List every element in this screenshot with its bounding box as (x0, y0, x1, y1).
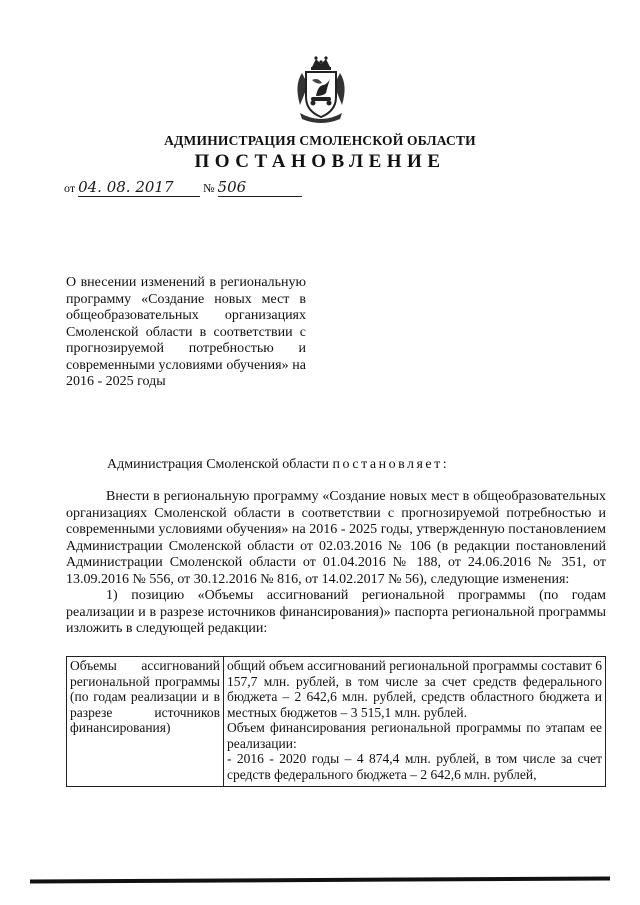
body-paragraph: Внести в региональную программу «Создание новых мест в общеобразовательных организациях Смоленской области в соответствии с прогнозируемой потребностью и современными условиями обучения» на 2016 - 2025 годы, утвержденную постановлением Администрации Смоленской области от 02.03.2016 № 106 (в редакции постановлений Администрации Смоленской области от 01.04.2016 № 188, от 24.06.2016 № 351, от 13.09.2016 № 556, от 30.12.2016 № 816, от 14.02.2017 № 56), следующие изменения: (66, 489, 606, 587)
preamble-lead: Администрация Смоленской области (107, 457, 330, 472)
handwritten-date: 04. 08. 2017 (78, 178, 174, 196)
number-field (218, 178, 302, 197)
table-row (67, 657, 606, 787)
date-number-line (64, 178, 302, 197)
number-prefix: № (203, 181, 215, 195)
table-paragraph: общий объем ассигнований региональной программы составит 6 157,7 млн. рублей, в том числе за счет средств федерального бюджета – 2 642,6 млн. рублей, средств областного бюджета и местных бюджетов – 3 515,1 млн. рублей. (227, 658, 602, 720)
table-cell-content (224, 657, 606, 787)
date-prefix: от (64, 181, 76, 195)
handwritten-number: 506 (217, 178, 247, 196)
organization-title: АДМИНИСТРАЦИЯ СМОЛЕНСКОЙ ОБЛАСТИ (164, 133, 476, 148)
table-paragraph: Объем финансирования региональной программы по этапам ее реализации: (227, 720, 602, 751)
table-paragraph: - 2016 - 2020 годы – 4 874,4 млн. рублей, в том числе за счет средств федерального бюджета – 2 642,6 млн. рублей, (227, 751, 602, 782)
scan-edge-line (30, 876, 610, 883)
document-type-heading: ПОСТАНОВЛЕНИЕ (194, 151, 446, 172)
document-subject: О внесении изменений в региональную программу «Создание новых мест в общеобразовательных организациях Смоленской области в соответствии с прогнозируемой потребностью и современными условиями обучения» на 2016 - 2025 годы (66, 275, 306, 389)
body-paragraph: 1) позицию «Объемы ассигнований региональной программы (по годам реализации и в разрезе источников финансирования)» паспорта региональной программы изложить в следующей редакции: (66, 588, 606, 636)
preamble (107, 457, 449, 473)
body-text (66, 489, 606, 638)
coat-of-arms-icon (290, 55, 352, 125)
preamble-verb: постановляет: (332, 457, 450, 472)
financing-table (66, 656, 606, 787)
date-field (78, 178, 200, 197)
table-cell-label: Объемы ассигнований региональной программы (по годам реализации и в разрезе источников финансирования) (67, 657, 224, 787)
